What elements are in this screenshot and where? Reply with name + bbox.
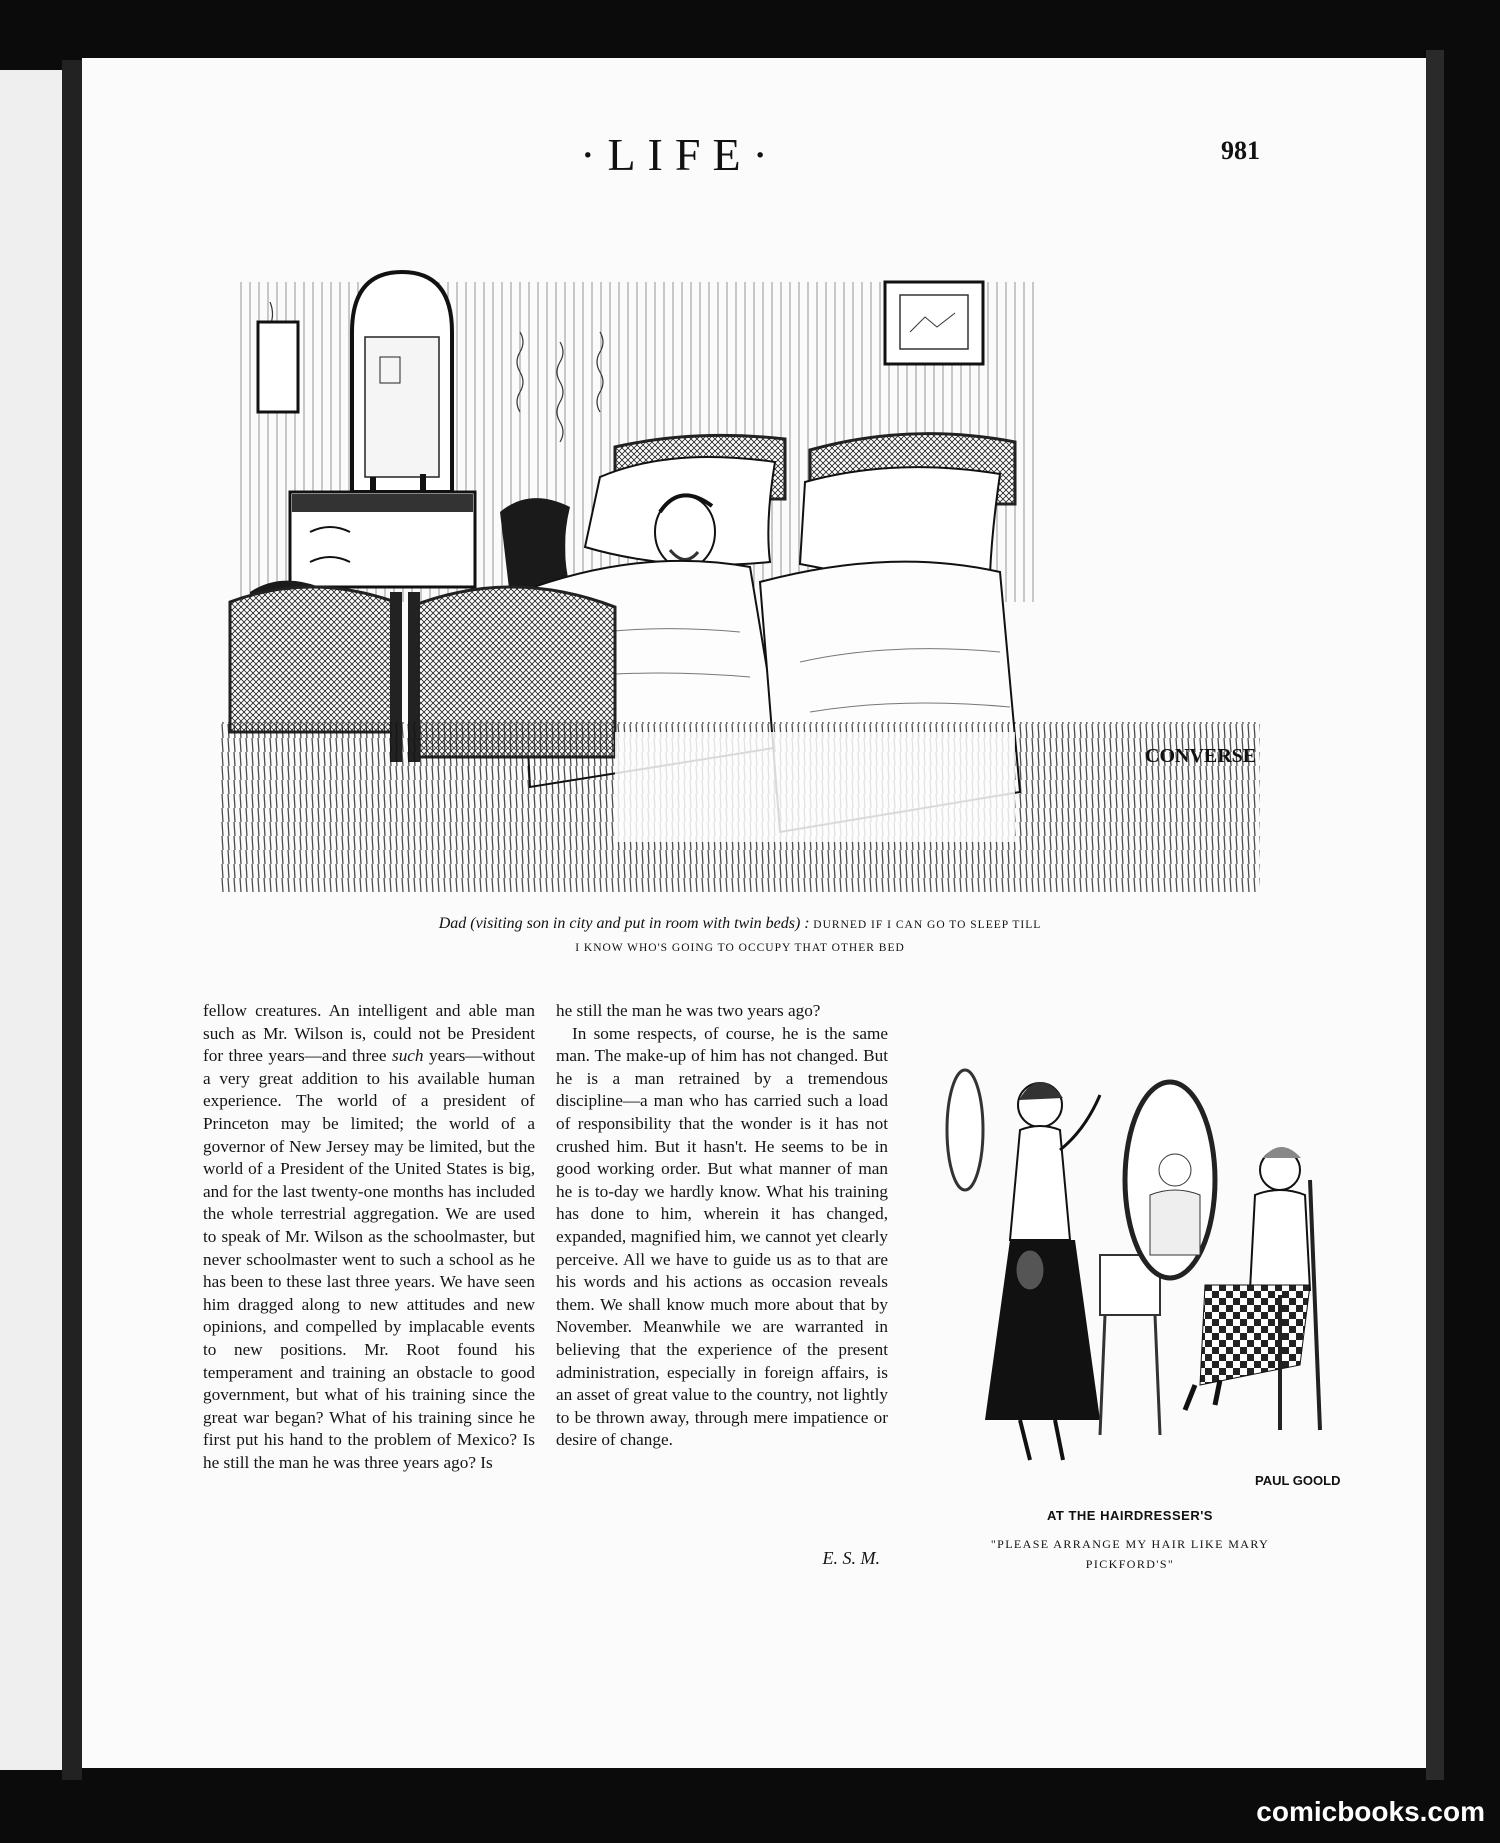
bedroom-illustration — [220, 262, 1260, 892]
masthead-title: ·LIFE· — [580, 129, 780, 180]
side-artist-signature: PAUL GOOLD — [1255, 1473, 1341, 1488]
column-1-emphasis: such — [392, 1046, 424, 1066]
adjacent-page-edge — [0, 70, 63, 1770]
side-cartoon-caption — [910, 1534, 1350, 1574]
hairdresser-illustration — [925, 1060, 1345, 1500]
hairdresser-cartoon — [925, 1060, 1345, 1500]
column-1-text-a: fellow creatures. An intelligent and able man such as Mr. Wilson is, could not be President for three years—and three — [203, 1001, 535, 1066]
side-caption-line-1: "PLEASE ARRANGE MY HAIR LIKE MARY — [990, 1537, 1270, 1551]
column-1-text-b: years—without a very great addition to his available human experience. The world of a president of Princeton may be limited; the world of a governor of New Jersey may be limited, but the world of a President of the United States is big, and for the last twenty-one months has included the whole terrestrial aggregation. We are used to speak of Mr. Wilson as the schoolmaster, but never schoolmaster went to such a school as he has been to these last three years. We have seen him dragged along to new attitudes and new opinions, and compelled by implacable events to new positions. Mr. Root found his temperament and training an obstacle to good government, but what of his training since the great war began? What of his training since he first put his hand to the problem of Mexico? Is he still the man he was three years ago? Is — [203, 1046, 535, 1472]
page-number: 981 — [1221, 136, 1260, 165]
author-initials: E. S. M. — [822, 1548, 880, 1568]
article-column-2 — [556, 1000, 888, 1452]
caption-text-1: DURNED IF I CAN GO TO SLEEP TILL — [813, 919, 1042, 931]
site-watermark: comicbooks.com — [1256, 1796, 1485, 1827]
caption-line-1 — [230, 912, 1250, 937]
article-column-1 — [203, 1000, 535, 1474]
top-cartoon-caption — [230, 912, 1250, 960]
caption-text-2: I KNOW WHO'S GOING TO OCCUPY THAT OTHER BED — [575, 942, 905, 954]
page-right-edge — [1426, 50, 1444, 1780]
twin-beds-cartoon — [220, 262, 1260, 892]
top-artist-signature: CONVERSE — [1145, 745, 1257, 767]
column-1-paragraph — [203, 1000, 535, 1474]
column-2-paragraph-2: In some respects, of course, he is the same man. The make-up of him has not changed. But he is a man retrained by a tremendous discipline—a man who has carried such a load of responsibility that the wonder is it has not crushed him. But it hasn't. He seems to be in good working order. But what manner of man he is to-day we hardly know. What his training has done to him, wherein it has changed, expanded, magnified him, we cannot yet clearly perceive. All we have to guide us as to that are his words and his actions as occasion reveals them. We shall know much more about that by November. Meanwhile we are warranted in believing that the experience of the present administration, especially in foreign affairs, is an asset of great value to the country, not lightly to be thrown away, through mere impatience or desire of change. — [556, 1023, 888, 1450]
side-cartoon-title: AT THE HAIRDRESSER'S — [1047, 1508, 1213, 1523]
column-2-paragraph-1: he still the man he was two years ago? — [556, 1001, 821, 1020]
caption-speaker: Dad (visiting son in city and put in room with twin beds) : — [438, 915, 810, 932]
page-gutter — [62, 60, 82, 1780]
side-caption-line-2: PICKFORD'S" — [1085, 1557, 1175, 1571]
